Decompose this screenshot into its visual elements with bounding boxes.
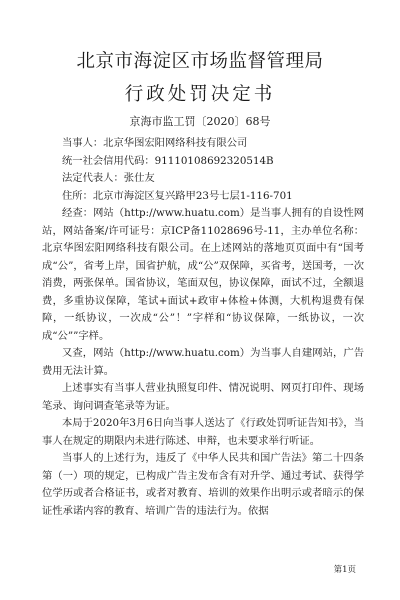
paragraph-evidence: 上述事实有当事人营业执照复印件、情况说明、网页打印件、现场笔录、询问调查笔录等为证。 [42,382,364,412]
credit-code: 统一社会信用代码：91110108692320514B [62,154,274,167]
document-number: 京海市监工罚〔2020〕68号 [129,115,271,128]
party-name: 当事人：北京华图宏阳网络科技有限公司 [62,137,248,149]
paragraph-violation: 当事人的上述行为，违反了《中华人民共和国广告法》第二十四条第（一）项的规定，已构成广告主发布含有对升学、通过考试、获得学位学历或者合格证书，或者对教育、培训的效果作出明示或者暗示的保证性承诺内容的教育、培训广告的违法行为。依据 [42,452,364,517]
paragraph-investigation: 经查：网站（http://www.huatu.com）是当事人拥有的自设性网站，网站备案/许可证号：京ICP备11028696号-11，主办单位名称：北京华图宏阳网络科技有限公司。在上述网站的落地页页面中有“国考成“公”，省考上岸，国省护航，成“公”双保障，买省考，送国考，一次消费，两张保单。国省协议，笔面双包，协议保障，面试不过，全额退费，多重协议保障，笔试+面试+政审+体检+体测，大机构退费有保障，一纸协议，一次成“公”！”字样和“协议保障，一纸协议，一次成“公””字样。 [42,207,364,342]
paragraph-hearing-notice: 本局于2020年3月6日向当事人送达了《行政处罚听证告知书》，当事人在规定的期限内未进行陈述、申辩，也未要求举行听证。 [42,417,364,447]
document-title: 行政处罚决定书 [124,84,276,105]
legal-representative: 法定代表人：张仕友 [62,172,155,184]
document-body [42,135,364,520]
party-address: 住所：北京市海淀区复兴路甲23号七层1-116-701 [62,189,293,202]
issuing-authority: 北京市海淀区市场监督管理局 [76,51,324,72]
paragraph-further-investigation: 又查，网站（http://www.huatu.com）为当事人自建网站，广告费用无法计算。 [42,347,364,377]
page-number: 第1页 [333,565,356,575]
